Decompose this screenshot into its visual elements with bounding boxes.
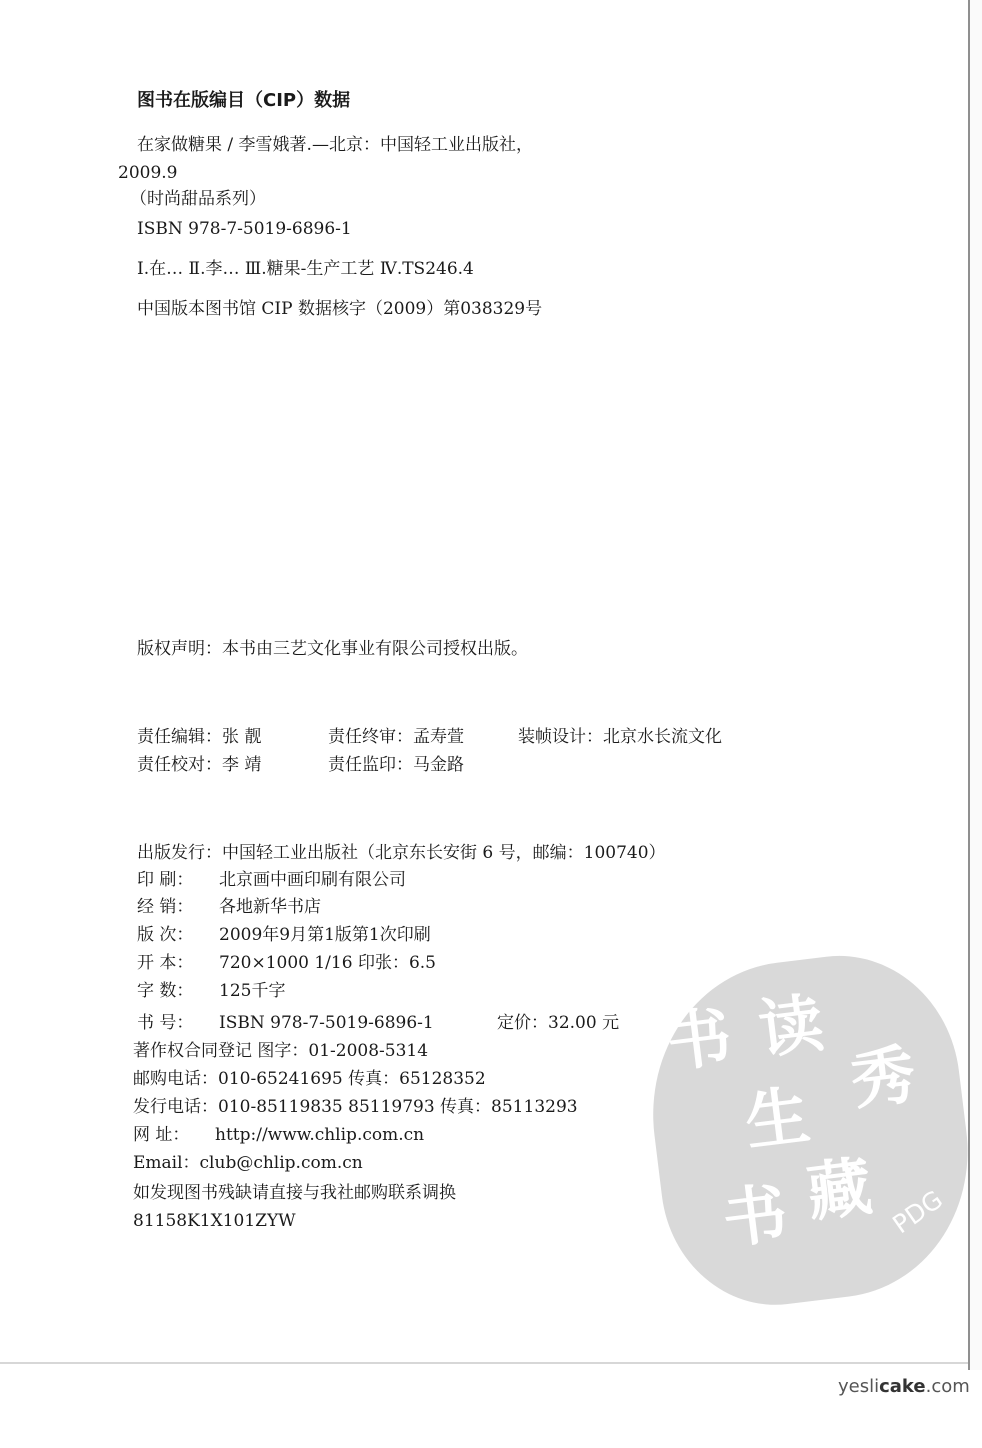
design-credit: 装帧设计：北京水长流文化: [518, 727, 722, 747]
cip-line-3: （时尚甜品系列）: [130, 189, 266, 209]
seal-character-4: 秀: [846, 1037, 920, 1120]
watermark-prefix: yesli: [838, 1376, 880, 1397]
editor-credit: 责任编辑：张 靓: [137, 727, 262, 747]
page-edge: [968, 0, 982, 1370]
word-count-value: 125千字: [219, 981, 286, 1001]
seal-character-1: 书: [662, 999, 736, 1082]
cip-data-number: 中国版本图书馆 CIP 数据核字（2009）第038329号: [137, 299, 543, 319]
watermark-brand: cake: [879, 1376, 926, 1397]
publisher-line: 出版发行：中国轻工业出版社（北京东长安街 6 号，邮编：100740）: [137, 843, 666, 863]
email-line: Email：club@chlip.com.cn: [133, 1153, 363, 1173]
page-bottom-edge: [0, 1362, 968, 1364]
book-number-value: ISBN 978-7-5019-6896-1: [219, 1013, 434, 1033]
copyright-statement: 版权声明：本书由三艺文化事业有限公司授权出版。: [137, 639, 528, 659]
cip-line-2: 2009.9: [118, 163, 178, 183]
price-value: 定价：32.00 元: [497, 1013, 620, 1033]
book-code: 81158K1X101ZYW: [133, 1211, 296, 1231]
copyright-registration: 著作权合同登记 图字：01-2008-5314: [133, 1041, 429, 1061]
defect-notice: 如发现图书残缺请直接与我社邮购联系调换: [133, 1183, 456, 1203]
distribution-phone: 发行电话：010-85119835 85119793 传真：85113293: [133, 1097, 578, 1117]
printing-label: 印 刷：: [137, 870, 194, 890]
website-row: [133, 1124, 424, 1146]
format-row: [137, 952, 436, 974]
printing-row: [137, 869, 406, 891]
final-review-credit: 责任终审：孟寿萱: [328, 727, 464, 747]
edition-label: 版 次：: [137, 925, 194, 945]
site-watermark: [838, 1376, 970, 1397]
seal-character-3: 读: [754, 985, 828, 1069]
distribution-value: 各地新华书店: [219, 897, 321, 917]
mail-order-phone: 邮购电话：010-65241695 传真：65128352: [133, 1069, 486, 1089]
seal-character-5: 藏: [803, 1149, 876, 1232]
printing-value: 北京画中画印刷有限公司: [219, 870, 406, 890]
print-supervisor-credit: 责任监印：马金路: [328, 755, 464, 775]
cip-title: 图书在版编目（CIP）数据: [137, 90, 351, 111]
seal-character-2: 生: [741, 1078, 814, 1161]
seal-character-6: 书: [718, 1175, 792, 1258]
website-label: 网 址：: [133, 1125, 190, 1145]
format-label: 开 本：: [137, 953, 194, 973]
website-value: http://www.chlip.com.cn: [215, 1125, 425, 1145]
cip-isbn: ISBN 978-7-5019-6896-1: [137, 219, 352, 239]
distribution-label: 经 销：: [137, 897, 194, 917]
distribution-row: [137, 896, 321, 918]
word-count-label: 字 数：: [137, 981, 194, 1001]
watermark-suffix: .com: [925, 1376, 970, 1397]
word-count-row: [137, 980, 285, 1002]
book-number-label: 书 号：: [137, 1013, 194, 1033]
book-number-row: [137, 1012, 434, 1034]
cip-classification: Ⅰ.在… Ⅱ.李… Ⅲ.糖果-生产工艺 Ⅳ.TS246.4: [137, 259, 474, 279]
library-seal-stamp: [635, 942, 982, 1317]
proofreader-credit: 责任校对：李 靖: [137, 755, 262, 775]
format-value: 720×1000 1/16 印张：6.5: [219, 953, 436, 973]
pdg-mark: PDG: [887, 1184, 948, 1240]
edition-row: [137, 924, 431, 946]
cip-line-1: 在家做糖果 / 李雪娥著.—北京：中国轻工业出版社，: [137, 135, 533, 155]
edition-value: 2009年9月第1版第1次印刷: [219, 925, 431, 945]
